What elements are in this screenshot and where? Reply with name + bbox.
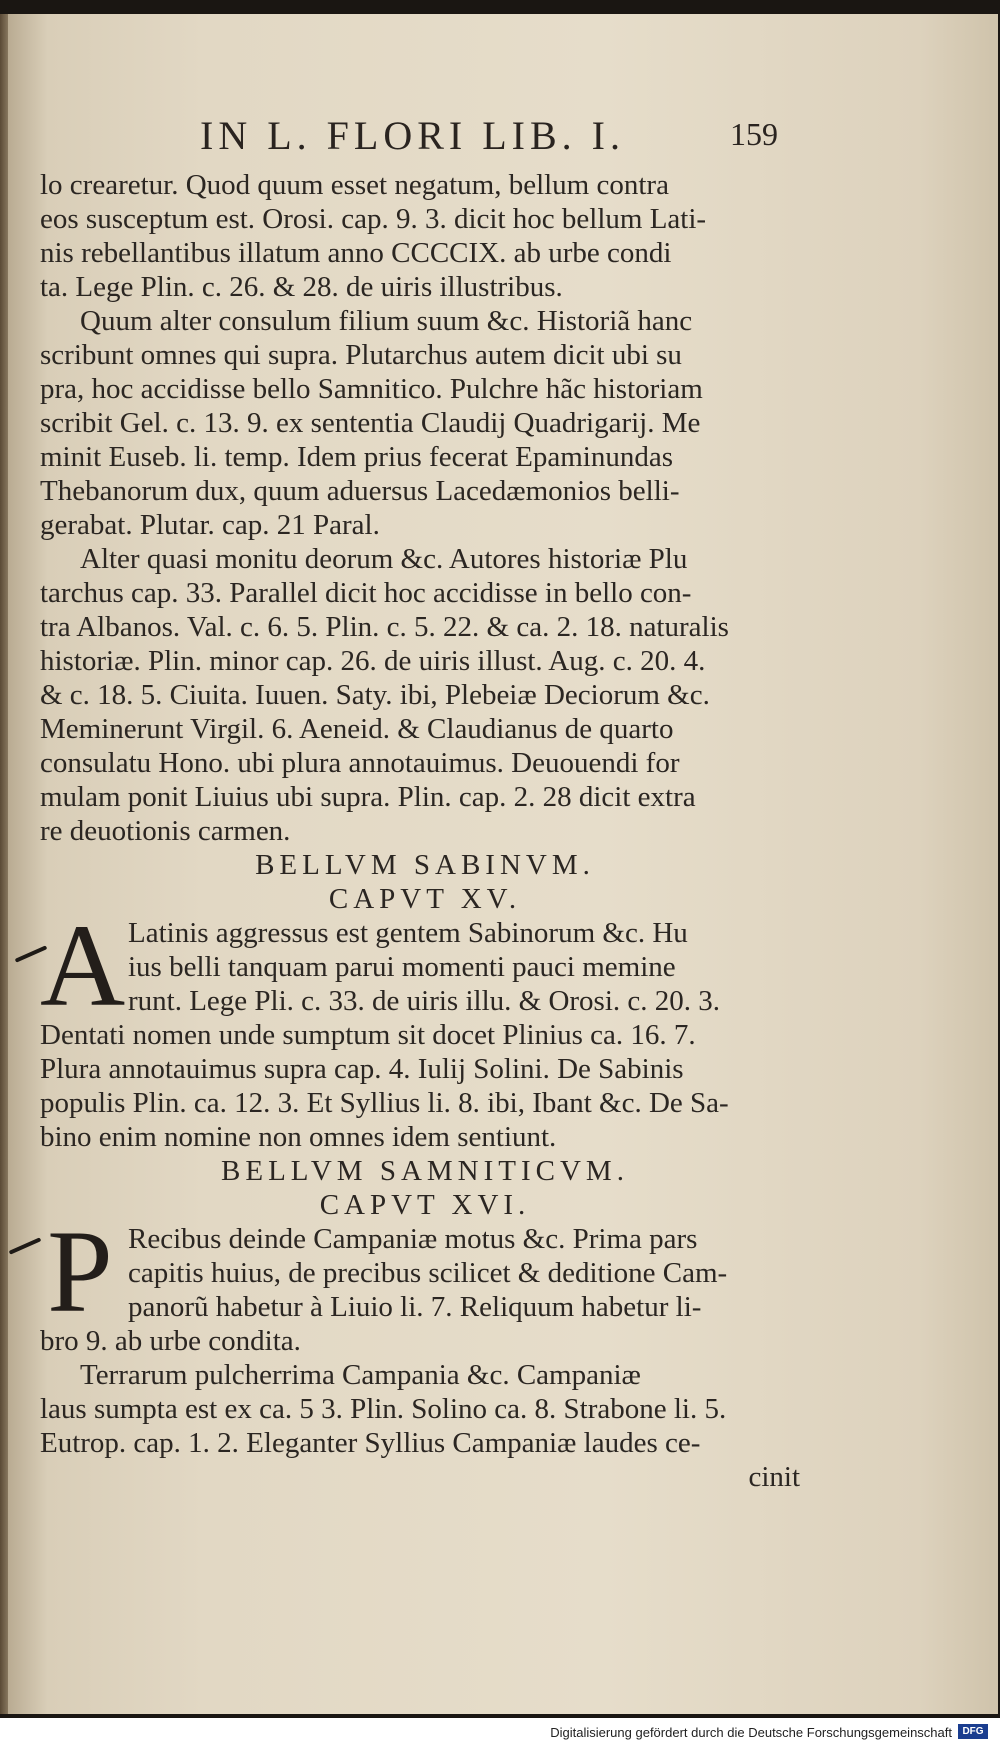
text-line: historiæ. Plin. minor cap. 26. de uiris illust. Aug. c. 20. 4. [40,645,706,677]
paragraph-1 [40,168,810,304]
dfg-logo: DFG [958,1724,988,1739]
text-line: Thebanorum dux, quum aduersus Lacedæmonios belli- [40,475,680,507]
text-line: bino enim nomine non omnes idem sentiunt. [40,1121,557,1153]
text-line: minit Euseb. li. temp. Idem prius fecerat Epaminundas [40,441,674,473]
paragraph-4 [40,1358,810,1460]
catchword: cinit [748,1461,800,1493]
text-line: nis rebellantibus illatum anno CCCCIX. ab urbe condi [40,237,672,269]
text-line: Meminerunt Virgil. 6. Aeneid. & Claudianus de quarto [40,713,674,745]
folio-number: 159 [730,116,778,152]
paragraph-2 [40,304,810,542]
text-line: tra Albanos. Val. c. 6. 5. Plin. c. 5. 22. & ca. 2. 18. naturalis [40,611,729,643]
text-line: gerabat. Plutar. cap. 21 Paral. [40,509,380,541]
text-line: mulam ponit Liuius ubi supra. Plin. cap. 2. 28 dicit extra [40,781,696,813]
text-line: eos susceptum est. Orosi. cap. 9. 3. dicit hoc bellum Lati- [40,203,707,235]
section-bellum-samniticum [40,1154,810,1358]
text-line: laus sumpta est ex ca. 5 3. Plin. Solino ca. 8. Strabone li. 5. [40,1393,727,1425]
text-line: scribit Gel. c. 13. 9. ex sententia Claudij Quadrigarij. Me [40,407,701,439]
text-line: panorũ habetur à Liuio li. 7. Reliquum habetur li- [128,1291,702,1323]
text-line: consulatu Hono. ubi plura annotauimus. Deuouendi for [40,747,680,779]
text-line: capitis huius, de precibus scilicet & deditione Cam- [128,1257,728,1289]
section-title: BELLVM SABINVM. [255,849,595,881]
text-line: Eutrop. cap. 1. 2. Eleganter Syllius Campaniæ laudes ce- [40,1427,701,1459]
text-line: runt. Lege Pli. c. 33. de uiris illu. & Orosi. c. 20. 3. [128,985,721,1017]
text-line: Dentati nomen unde sumptum sit docet Plinius ca. 16. 7. [40,1019,696,1051]
text-line: Plura annotauimus supra cap. 4. Iulij Solini. De Sabinis [40,1053,684,1085]
running-title: IN L. FLORI LIB. I. [200,113,625,158]
text-line: ius belli tanquam parui momenti pauci memine [128,951,676,983]
drop-capital: A [40,900,126,1031]
text-line: Latinis aggressus est gentem Sabinorum &c. Hu [128,917,688,949]
text-line: tarchus cap. 33. Parallel dicit hoc accidisse in bello con- [40,577,692,609]
page-body [40,168,810,1494]
text-line: ta. Lege Plin. c. 26. & 28. de uiris illustribus. [40,271,563,303]
paragraph-3 [40,542,810,848]
chapter-heading: CAPVT XV. [328,883,522,915]
section-title: BELLVM SAMNITICVM. [221,1155,629,1187]
text-line: & c. 18. 5. Ciuita. Iuuen. Saty. ibi, Plebeiæ Deciorum &c. [40,679,710,711]
text-line: Recibus deinde Campaniæ motus &c. Prima pars [128,1223,698,1255]
text-line: bro 9. ab urbe condita. [40,1325,301,1357]
text-line: re deuotionis carmen. [40,815,291,847]
text-line: Terrarum pulcherrima Campania &c. Campaniæ [80,1359,641,1391]
dropcap-paragraph [40,1206,810,1358]
text-line: pra, hoc accidisse bello Samnitico. Pulchre hãc historiam [40,373,703,405]
text-line: Alter quasi monitu deorum &c. Autores historiæ Plu [80,543,688,575]
section-bellum-sabinum [40,848,810,1154]
page-header [200,112,800,162]
funding-credit: Digitalisierung gefördert durch die Deutsche Forschungsgemeinschaft [550,1725,952,1740]
drop-capital: P [47,1206,113,1337]
dropcap-paragraph [40,900,810,1154]
text-line: scribunt omnes qui supra. Plutarchus autem dicit ubi su [40,339,682,371]
text-line: populis Plin. ca. 12. 3. Et Syllius li. 8. ibi, Ibant &c. De Sa- [40,1087,729,1119]
text-line: Quum alter consulum filium suum &c. Historiã hanc [80,305,693,337]
chapter-heading: CAPVT XVI. [319,1189,531,1221]
text-line: lo crearetur. Quod quum esset negatum, bellum contra [40,169,669,201]
